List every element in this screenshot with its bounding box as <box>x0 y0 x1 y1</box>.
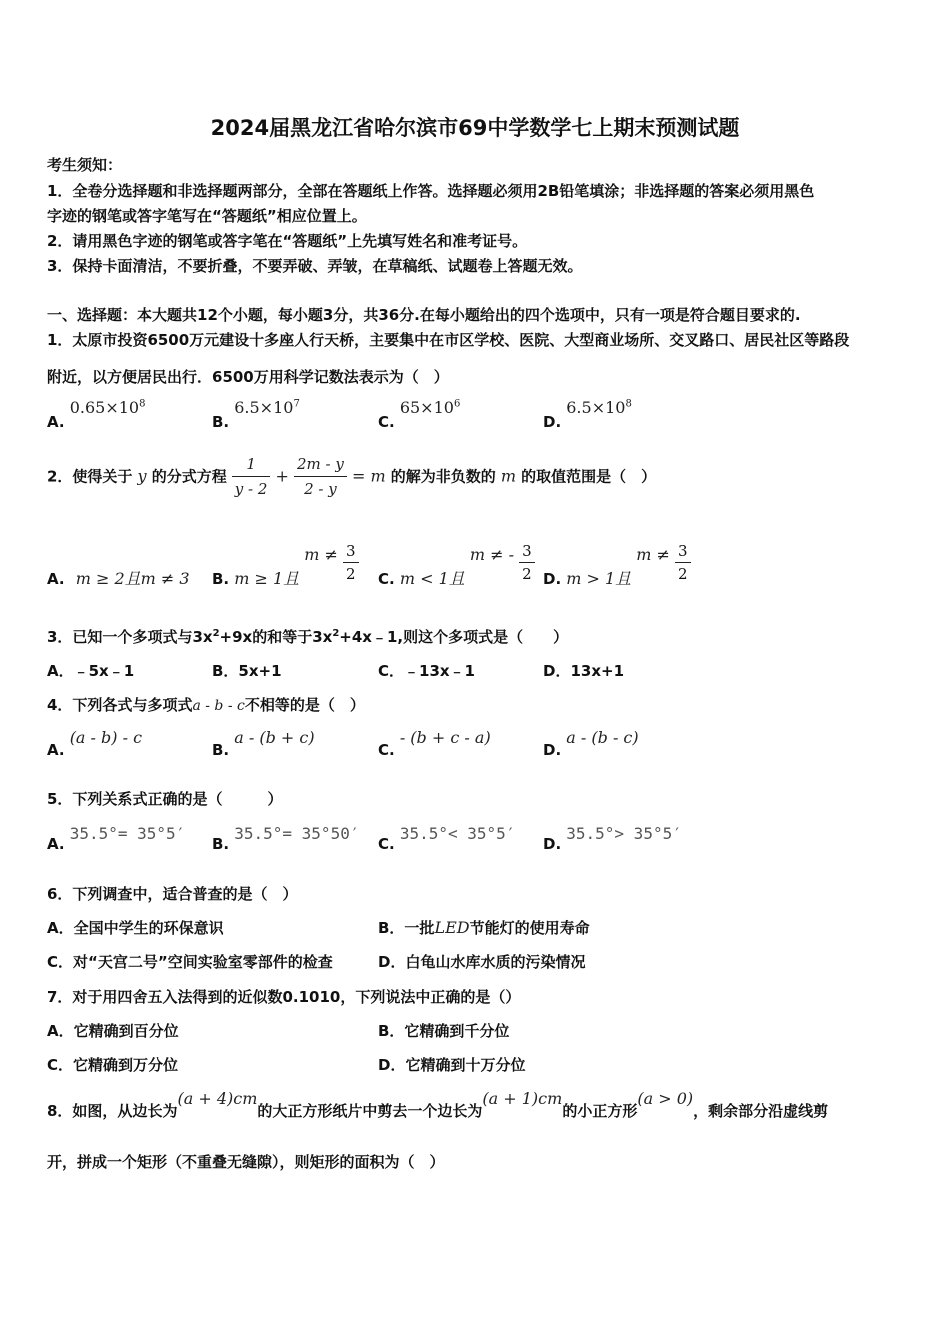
question-4-option-d[interactable]: D. a - (b - c) <box>543 728 639 759</box>
question-6-option-a[interactable]: A．全国中学生的环保意识 <box>47 919 224 937</box>
question-1-option-a[interactable] <box>47 398 146 431</box>
option-label: C. <box>378 413 395 431</box>
question-4-option-c[interactable]: C. - (b + c - a) <box>378 728 491 759</box>
question-4-stem: 4．下列各式与多项式a - b - c不相等的是（ ） <box>47 696 365 714</box>
question-6-option-d[interactable]: D．白龟山水库水质的污染情况 <box>378 953 586 971</box>
question-7-option-b[interactable]: B．它精确到千分位 <box>378 1022 510 1040</box>
notice-item-3: 3．保持卡面清洁，不要折叠，不要弄破、弄皱，在草稿纸、试题卷上答题无效。 <box>47 257 583 275</box>
fraction: $\frac{2m - y}{2 - y}$ <box>294 454 347 499</box>
question-2-option-d[interactable]: D. m > 1且 m ≠ $\frac{3}{2}$ <box>543 542 691 583</box>
question-4-option-a[interactable]: A. (a - b) - c <box>47 728 143 759</box>
question-5-option-a[interactable]: A. 35.5°= 35°5′ <box>47 824 186 853</box>
question-7-option-d[interactable]: D．它精确到十万分位 <box>378 1056 526 1074</box>
question-1-option-c[interactable] <box>378 398 461 431</box>
option-math: $0.65\times 10^8$ <box>69 398 146 417</box>
question-2-option-b[interactable]: B. m ≥ 1且 m ≠ $\frac{3}{2}$ <box>212 542 359 583</box>
question-6-option-b[interactable]: B．一批LED节能灯的使用寿命 <box>378 918 590 937</box>
question-7-option-a[interactable]: A．它精确到百分位 <box>47 1022 179 1040</box>
question-2-option-a[interactable]: A. m ≥ 2且m ≠ 3 <box>47 569 190 588</box>
question-3-option-d[interactable]: D．13x+1 <box>543 662 625 680</box>
question-3-stem: 3．已知一个多项式与$3x^2+9x$的和等于$3x^2+4x﹣1$,则这个多项式是（ ） <box>47 628 569 646</box>
option-math: $65\times 10^6$ <box>399 398 461 417</box>
question-2-stem: 2．使得关于 y 的分式方程 $\frac{1}{y - 2}$ + $\frac{2m - y}{2 - y}$ = m 的解为非负数的 m 的取值范围是（ ） <box>47 455 657 498</box>
question-8-stem: 8．如图，从边长为(a + 4)cm的大正方形纸片中剪去一个边长为(a + 1)cm的小正方形(a > 0)，剩余部分沿虚线剪 <box>47 1089 829 1120</box>
question-5-option-d[interactable]: D. 35.5°> 35°5′ <box>543 824 682 853</box>
page-title: 2024届黑龙江省哈尔滨市69中学数学七上期末预测试题 <box>210 116 740 140</box>
question-7-stem: 7．对于用四舍五入法得到的近似数0.1010，下列说法中正确的是（） <box>47 988 521 1006</box>
question-1-stem: 1．太原市投资6500万元建设十多座人行天桥，主要集中在市区学校、医院、大型商业场所、交叉路口、居民社区等路段 <box>47 331 850 349</box>
question-5-option-c[interactable]: C. 35.5°< 35°5′ <box>378 824 516 853</box>
option-label: D. <box>543 413 562 431</box>
option-math: $6.5\times 10^7$ <box>234 398 300 417</box>
question-3-option-c[interactable]: C．﹣13x﹣1 <box>378 662 475 680</box>
notice-item-2: 2．请用黑色字迹的钢笔或答字笔在“答题纸”上先填写姓名和准考证号。 <box>47 232 528 250</box>
notice-item-1-cont: 字迹的钢笔或答字笔写在“答题纸”相应位置上。 <box>47 207 367 225</box>
question-1-option-d[interactable] <box>543 398 632 431</box>
question-7-option-c[interactable]: C．它精确到万分位 <box>47 1056 179 1074</box>
question-5-stem: 5．下列关系式正确的是（ ） <box>47 790 283 808</box>
fraction: $\frac{1}{y - 2}$ <box>232 454 271 499</box>
question-2-option-c[interactable]: C. m < 1且 m ≠ - $\frac{3}{2}$ <box>378 542 535 583</box>
question-6-option-c[interactable]: C．对“天宫二号”空间实验室零部件的检查 <box>47 953 333 971</box>
question-5-option-b[interactable]: B. 35.5°= 35°50′ <box>212 824 360 853</box>
question-3-option-a[interactable]: A．﹣5x﹣1 <box>47 662 135 680</box>
option-label: B. <box>212 413 230 431</box>
option-label: A. <box>47 413 65 431</box>
option-math: $6.5\times 10^8$ <box>566 398 632 417</box>
question-6-stem: 6．下列调查中，适合普查的是（ ） <box>47 885 298 903</box>
question-4-option-b[interactable]: B. a - (b + c) <box>212 728 315 759</box>
question-1-stem-cont: 附近，以方便居民出行．6500万用科学记数法表示为（ ） <box>47 368 449 386</box>
notice-item-1: 1．全卷分选择题和非选择题两部分，全部在答题纸上作答。选择题必须用2B铅笔填涂；非选择题的答案必须用黑色 <box>47 182 815 200</box>
notice-heading: 考生须知： <box>47 156 123 174</box>
question-1-option-b[interactable] <box>212 398 300 431</box>
section-heading: 一、选择题：本大题共12个小题，每小题3分，共36分.在每小题给出的四个选项中，只有一项是符合题目要求的. <box>47 306 801 324</box>
question-3-option-b[interactable]: B．5x+1 <box>212 662 282 680</box>
question-8-stem-cont: 开，拼成一个矩形（不重叠无缝隙），则矩形的面积为（ ） <box>47 1153 445 1171</box>
